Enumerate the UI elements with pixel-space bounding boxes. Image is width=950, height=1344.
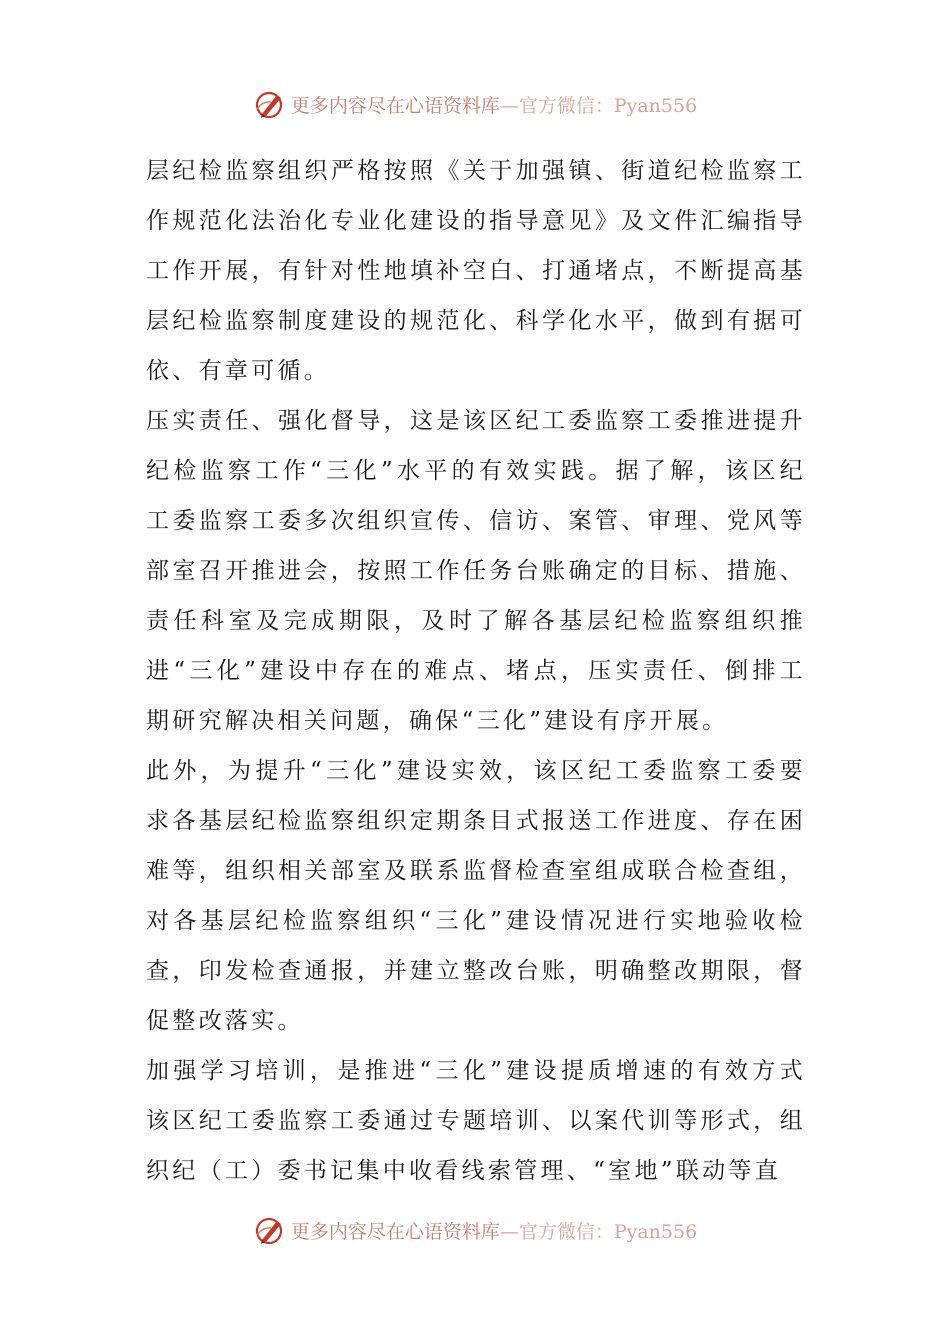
pen-logo-icon — [253, 87, 287, 121]
paragraph-2: 压实责任、强化督导，这是该区纪工委监察工委推进提升纪检监察工作“三化”水平的有效实践。据了解，该区纪工委监察工委多次组织宣传、信访、案管、审理、党风等部室召开推进会，按照工作任务台账确定的目标、措施、责任科室及完成期限，及时了解各基层纪检监察组织推进“三化”建设中存在的难点、堵点，压实责任、倒排工期研究解决相关问题，确保“三化”建设有序开展。 — [146, 408, 806, 734]
paragraph-3: 此外，为提升“三化”建设实效，该区纪工委监察工委要求各基层纪检监察组织定期条目式报送工作进度、存在困难等，组织相关部室及联系监督检查室组成联合检查组，对各基层纪检监察组织“三化”建设情况进行实地验收检查，印发检查通报，并建立整改台账，明确整改期限，督促整改落实。 — [146, 758, 806, 1034]
header-banner-site: 更多内容尽在心语资料库 — [290, 94, 500, 117]
pen-logo-icon — [253, 1213, 287, 1247]
header-banner — [0, 84, 950, 124]
header-banner-text — [291, 91, 697, 118]
footer-banner — [0, 1210, 950, 1250]
footer-banner-site: 更多内容尽在心语资料库 — [290, 1220, 500, 1243]
paragraph-4: 加强学习培训，是推进“三化”建设提质增速的有效方式该区纪工委监察工委通过专题培训、以案代训等形式，组织纪（工）委书记集中收看线索管理、“室地”联动等直 — [146, 1058, 806, 1184]
footer-banner-wechat: —官方微信：Pyan556 — [499, 1220, 698, 1243]
header-banner-wechat: —官方微信：Pyan556 — [499, 94, 698, 117]
article-body — [146, 146, 806, 1196]
paragraph-1: 层纪检监察组织严格按照《关于加强镇、街道纪检监察工作规范化法治化专业化建设的指导意见》及文件汇编指导工作开展，有针对性地填补空白、打通堵点，不断提高基层纪检监察制度建设的规范化、科学化水平，做到有据可依、有章可循。 — [146, 158, 806, 384]
footer-banner-text — [291, 1217, 697, 1244]
